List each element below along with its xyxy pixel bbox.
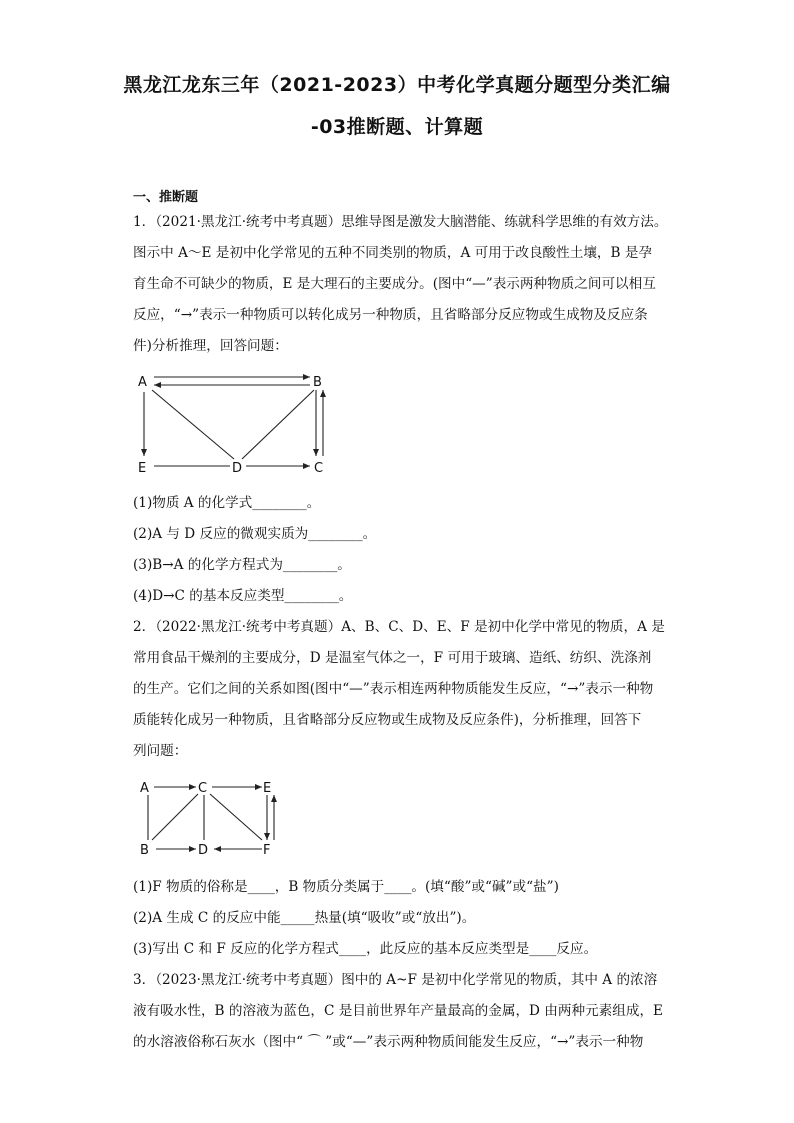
q2-line-2: 常用食品干燥剂的主要成分，D 是温室气体之一，F 可用于玻璃、造纸、纺织、洗涤剂	[133, 650, 652, 666]
q1-sub-2: (2)A 与 D 反应的微观实质为________。	[133, 526, 377, 542]
q1-relation-diagram	[130, 368, 340, 478]
q2-line-c-f	[210, 794, 262, 840]
q1-sub-4: (4)D→C 的基本反应类型________。	[133, 588, 353, 604]
q2-relation-diagram	[134, 774, 284, 860]
q2-line-1: 2．（2022·黑龙江·统考中考真题）A、B、C、D、E、F 是初中化学中常见的物质，A 是	[133, 619, 665, 635]
q2-line-5: 列问题：	[133, 743, 188, 759]
document-title-line2: -03推断题、计算题	[310, 116, 484, 138]
q3-line-3: 的水溶液俗称石灰水（图中“ ⌒ ”或“—”表示两种物质间能发生反应，“→”表示一种物	[133, 1034, 644, 1050]
q1-line-3: 育生命不可缺少的物质，E 是大理石的主要成分。(图中“—”表示两种物质之间可以相互	[133, 276, 656, 292]
q1-node-e: E	[138, 461, 147, 476]
q1-line-a-d	[152, 390, 234, 459]
q2-node-f: F	[263, 843, 271, 858]
q1-sub-1: (1)物质 A 的化学式________。	[133, 495, 321, 511]
q2-sub-1: (1)F 物质的俗称是____，B 物质分类属于____。(填“酸”或“碱”或“盐”)	[133, 879, 559, 895]
document-title-line1: 黑龙江龙东三年（2021-2023）中考化学真题分题型分类汇编	[123, 74, 671, 96]
q2-node-a: A	[140, 781, 149, 796]
q2-sub-3: (3)写出 C 和 F 反应的化学方程式____，此反应的基本反应类型是____反应。	[133, 941, 598, 957]
q2-line-4: 质能转化成另一种物质，且省略部分反应物或生成物及反应条件)，分析推理，回答下	[133, 712, 642, 728]
q2-node-e: E	[263, 781, 272, 796]
q2-node-b: B	[140, 843, 149, 858]
section-heading: 一、推断题	[133, 190, 199, 205]
q1-node-b: B	[313, 375, 322, 390]
q2-node-c: C	[198, 781, 208, 796]
q1-node-a: A	[138, 375, 147, 390]
q1-node-c: C	[314, 461, 324, 476]
q2-sub-2: (2)A 生成 C 的反应中能_____热量(填“吸收”或“放出”)。	[133, 910, 476, 926]
q3-line-1: 3．（2023·黑龙江·统考中考真题）图中的 A~F 是初中化学常见的物质，其中 A 的浓溶	[133, 972, 658, 988]
q1-line-2: 图示中 A～E 是初中化学常见的五种不同类别的物质，A 可用于改良酸性土壤，B 是孕	[133, 245, 653, 261]
q1-line-4: 反应，“→”表示一种物质可以转化成另一种物质，且省略部分反应物或生成物及反应条	[133, 307, 648, 323]
q2-node-d: D	[198, 843, 209, 858]
q1-sub-3: (3)B→A 的化学方程式为________。	[133, 557, 351, 573]
q1-line-d-b	[242, 390, 314, 459]
q2-line-c-b	[152, 794, 198, 840]
q1-line-5: 件)分析推理，回答问题：	[133, 338, 288, 354]
q1-line-1: 1．（2021·黑龙江·统考中考真题）思维导图是激发大脑潜能、练就科学思维的有效方法。	[133, 214, 668, 230]
q2-line-3: 的生产。它们之间的关系如图(图中“—”表示相连两种物质能发生反应，“→”表示一种物	[133, 681, 654, 697]
q3-line-2: 液有吸水性，B 的溶液为蓝色，C 是目前世界年产量最高的金属，D 由两种元素组成，E	[133, 1003, 663, 1019]
q1-node-d: D	[232, 461, 243, 476]
